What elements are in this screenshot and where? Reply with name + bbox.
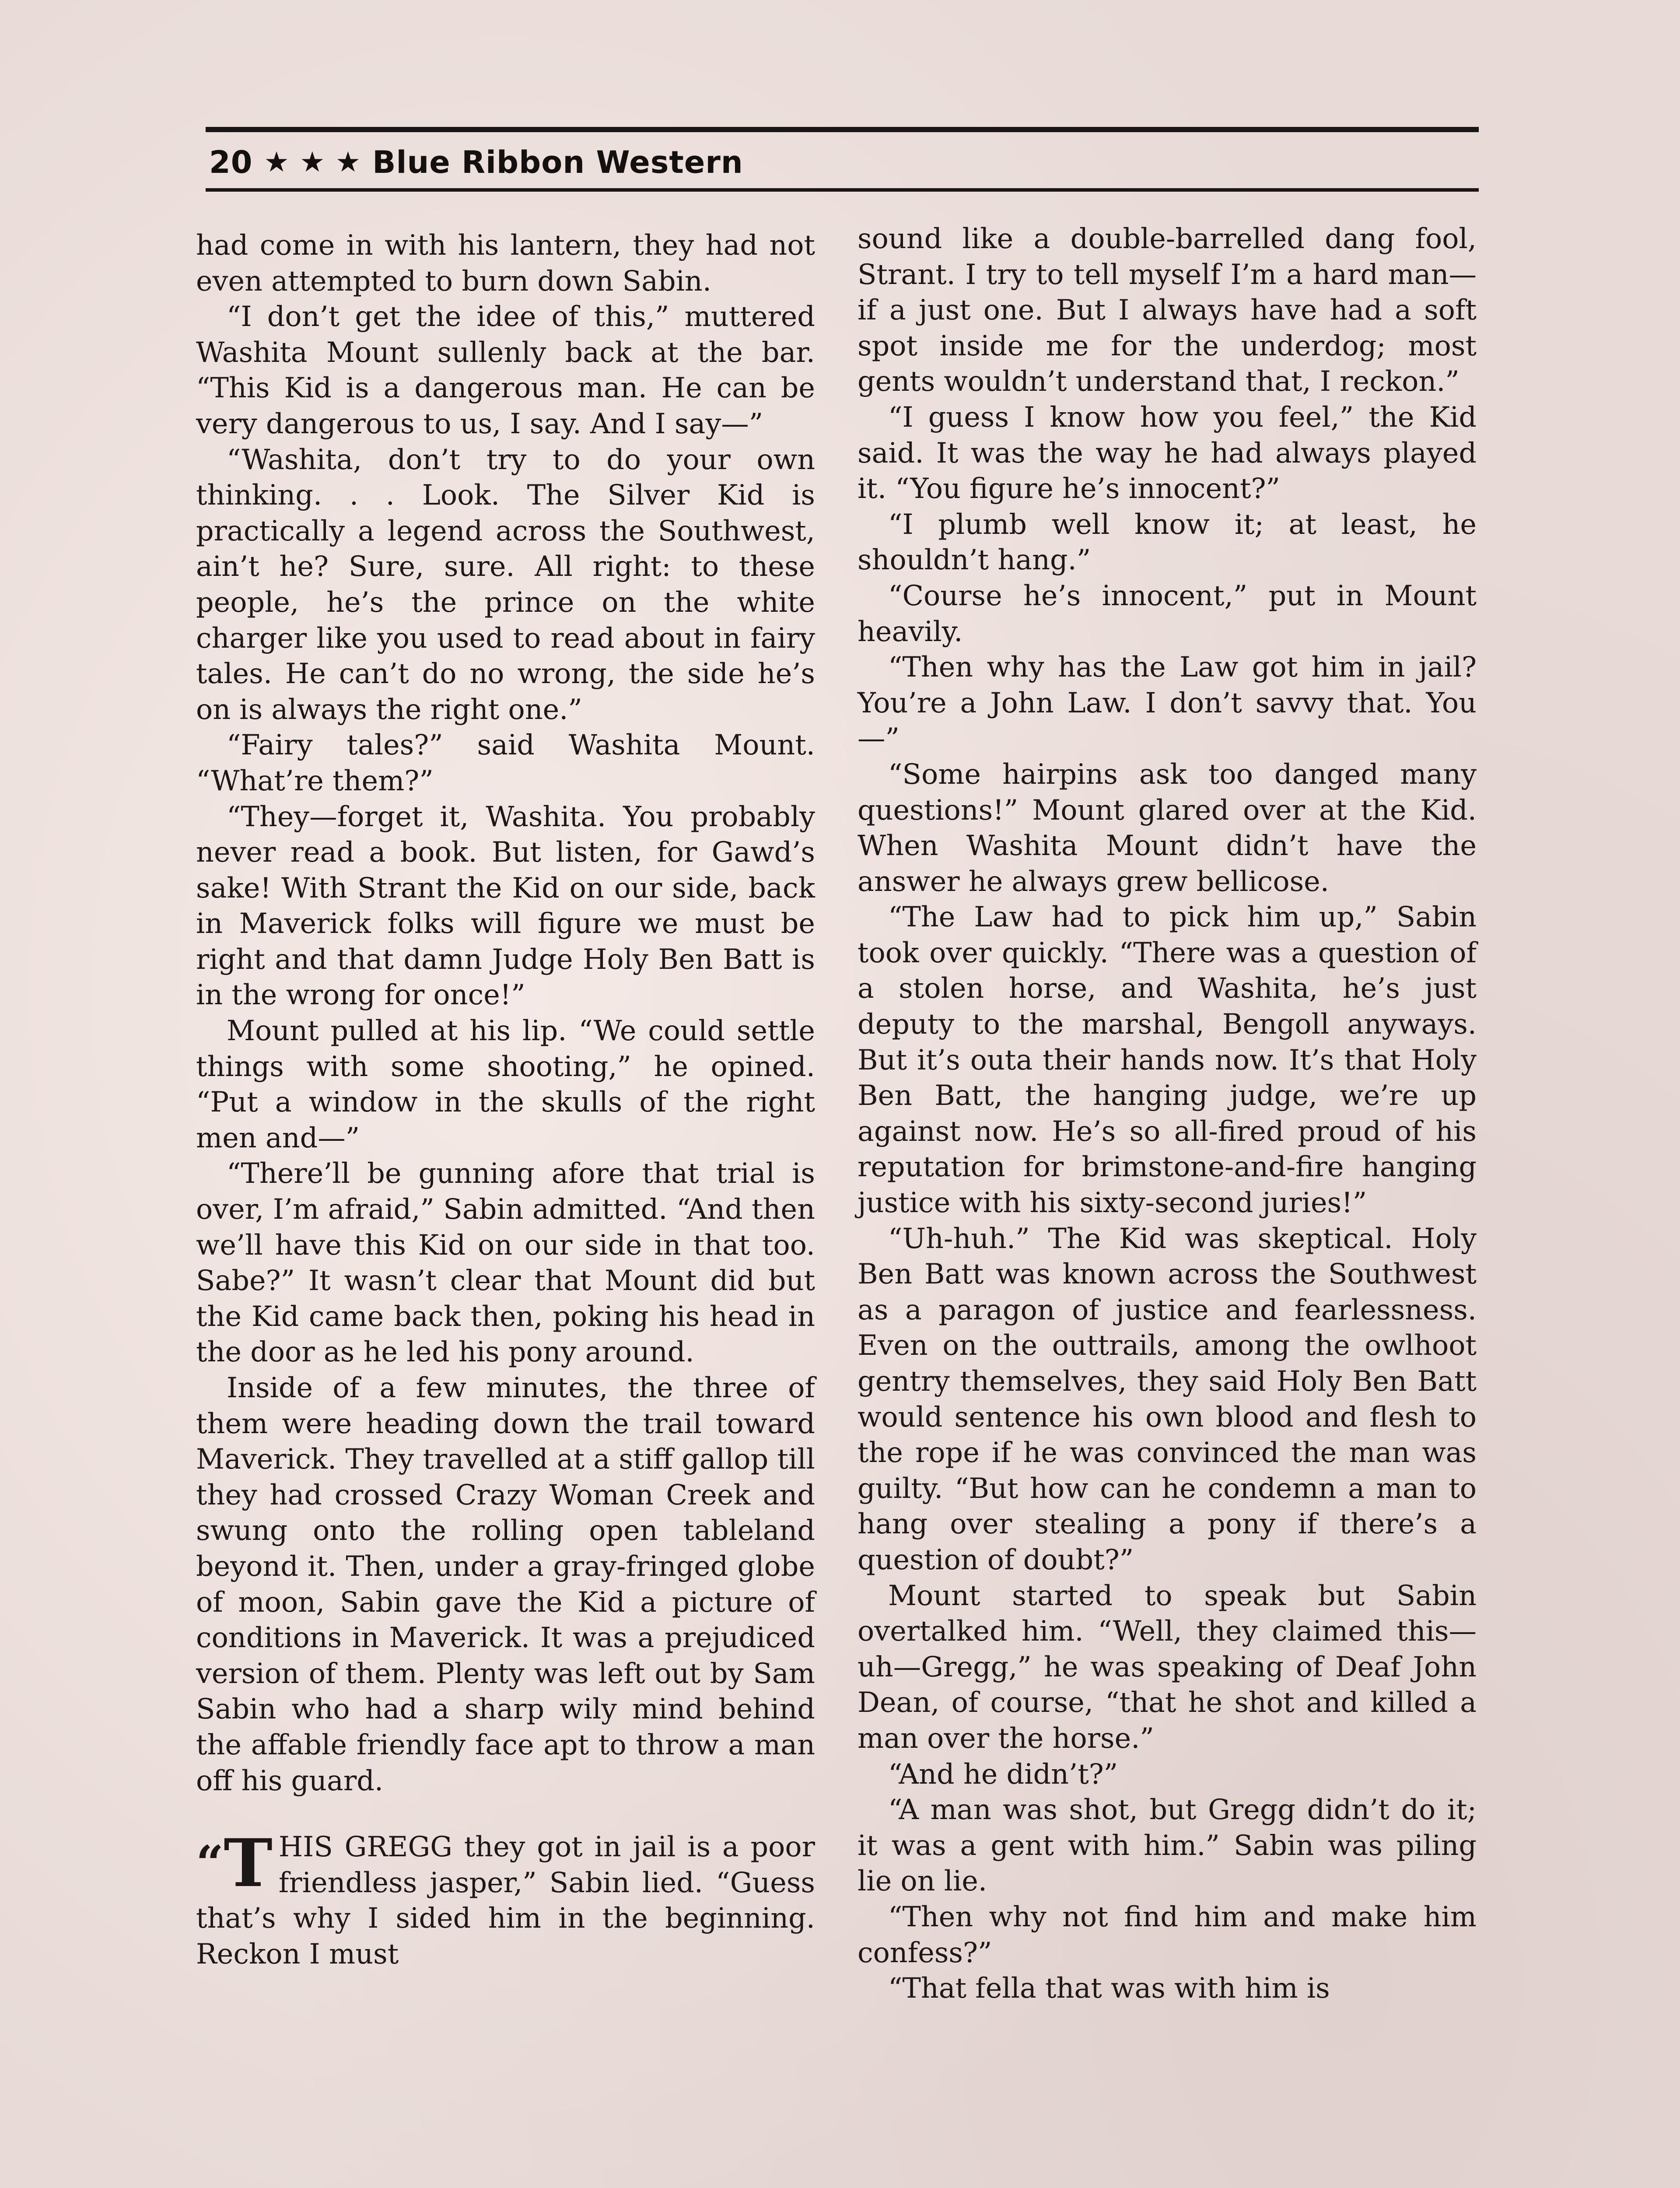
paragraph: “And he didn’t?” (888, 1757, 1118, 1790)
paragraph: “They—forget it, Washita. You probably never read a book. But listen, for Gawd’s sake! With Strant the Kid on our side, back in Maverick folks will figure we must be right and that damn Judge Holy Ben Batt is in the wrong for once!” (196, 800, 815, 1011)
dropcap-paragraph (196, 1825, 815, 1972)
right-column (858, 221, 1477, 2006)
paragraph: Mount started to speak but Sabin overtalked him. “Well, they claimed this—uh—Gregg,” he was speaking of Deaf John Dean, of course, “that he shot and killed a man over the horse.” (858, 1579, 1477, 1754)
header-bottom-rule (206, 188, 1479, 192)
paragraph: “I plumb well know it; at least, he shouldn’t hang.” (858, 508, 1477, 576)
magazine-title: Blue Ribbon Western (372, 144, 743, 180)
paragraph: “Washita, don’t try to do your own thinking. . . Look. The Silver Kid is practically a legend across the Southwest, ain’t he? Sure, sure. All right: to these people, he’s the prince on the white charger like you used to read about in fairy tales. He can’t do no wrong, the side he’s on is always the right one.” (196, 443, 815, 726)
paragraph: Inside of a few minutes, the three of them were heading down the trail toward Maverick. They travelled at a stiff gallop till they had crossed Crazy Woman Creek and swung onto the rolling open tableland beyond it. Then, under a gray-fringed globe of moon, Sabin gave the Kid a picture of conditions in Maverick. It was a prejudiced version of them. Plenty was left out by Sam Sabin who had a sharp wily mind behind the affable friendly face apt to throw a man off his guard. (196, 1371, 815, 1797)
paragraph: “I guess I know how you feel,” the Kid said. It was the way he had always played it. “You figure he’s innocent?” (858, 400, 1477, 505)
paragraph: “That fella that was with him is (888, 1972, 1330, 2005)
paragraph: “Then why not find him and make him confess?” (858, 1900, 1477, 1969)
stars-ornament: ★ ★ ★ (264, 146, 361, 179)
drop-cap-quote: “ (196, 1835, 224, 1892)
paragraph: had come in with his lantern, they had not even attempted to burn down Sabin. (196, 229, 815, 297)
paragraph: “The Law had to pick him up,” Sabin took over quickly. “There was a question of a stolen horse, and Washita, he’s just deputy to the marshal, Bengoll anyways. But it’s outa their hands now. It’s that Holy Ben Batt, the hanging judge, we’re up against now. He’s so all-fired proud of his reputation for brimstone-and-fire hanging justice with his sixty-second juries!” (858, 901, 1477, 1219)
paragraph: “Uh-huh.” The Kid was skeptical. Holy Ben Batt was known across the Southwest as a paragon of justice and fearlessness. Even on the outtrails, among the owlhoot gentry themselves, they said Holy Ben Batt would sentence his own blood and flesh to the rope if he was convinced the man was guilty. “But how can he condemn a man to hang over stealing a pony if there’s a question of doubt?” (858, 1222, 1477, 1576)
paragraph: “Some hairpins ask too danged many questions!” Mount glared over at the Kid. When Washita Mount didn’t have the answer he always grew bellicose. (858, 757, 1477, 898)
running-header (209, 138, 743, 186)
left-column (196, 228, 815, 1972)
paragraph: “Course he’s innocent,” put in Mount heavily. (858, 579, 1477, 648)
page-number: 20 (209, 144, 253, 180)
paragraph: sound like a double-barrelled dang fool, Strant. I try to tell myself I’m a hard man—if a just one. But I always have had a soft spot inside me for the underdog; most gents wouldn’t understand that, I reckon.” (858, 222, 1477, 398)
paragraph: “Then why has the Law got him in jail? You’re a John Law. I don’t savvy that. You—” (858, 651, 1477, 755)
paragraph: Mount pulled at his lip. “We could settle things with some shooting,” he opined. “Put a window in the skulls of the right men and—” (196, 1014, 815, 1154)
paragraph: “A man was shot, but Gregg didn’t do it; it was a gent with him.” Sabin was piling lie on lie. (858, 1793, 1477, 1897)
paragraph: “There’ll be gunning afore that trial is over, I’m afraid,” Sabin admitted. “And then we’ll have this Kid on our side in that too. Sabe?” It wasn’t clear that Mount did but the Kid came back then, poking his head in the door as he led his pony around. (196, 1157, 815, 1368)
paragraph: “I don’t get the idee of this,” muttered Washita Mount sullenly back at the bar. “This Kid is a dangerous man. He can be very dangerous to us, I say. And I say—” (196, 300, 815, 440)
header-top-rule (206, 127, 1479, 132)
drop-cap (196, 1825, 273, 1902)
paragraph: “Fairy tales?” said Washita Mount. “What’re them?” (196, 729, 815, 797)
dropcap-text: HIS GREGG they got in jail is a poor friendless jasper,” Sabin lied. “Guess that’s why I sided him in the beginning. Reckon I must (196, 1830, 815, 1970)
drop-cap-letter: T (224, 1825, 273, 1902)
